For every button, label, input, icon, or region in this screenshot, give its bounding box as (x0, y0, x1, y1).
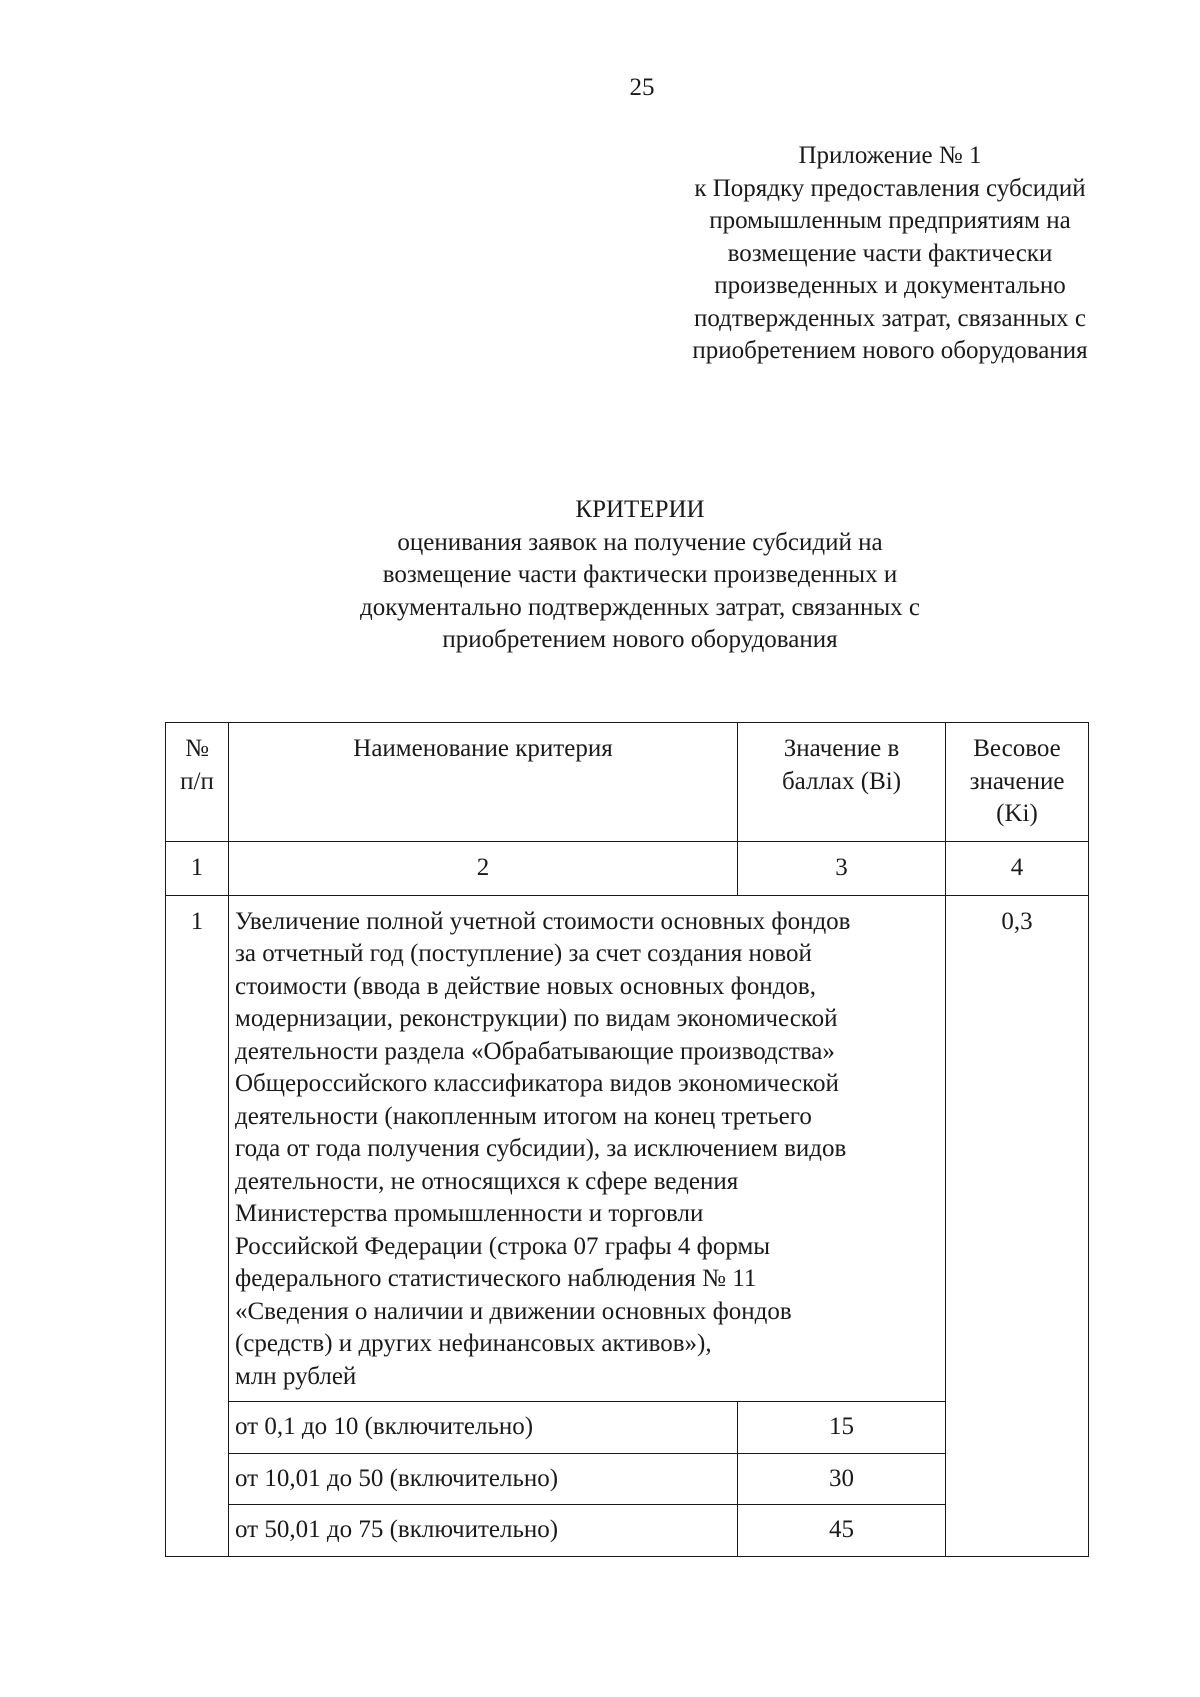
title-line: оценивания заявок на получение субсидий на (397, 528, 883, 556)
appendix-line: Приложение № 1 (798, 142, 982, 169)
title-line: приобретением нового оборудования (442, 626, 838, 653)
column-number: 4 (946, 842, 1089, 896)
header-score-line: Значение в (783, 735, 900, 762)
criterion-text-line: (средств) и других нефинансовых активов»), (235, 1330, 712, 1357)
title-line: документально подтвержденных затрат, связанных с (360, 593, 920, 621)
range-label: от 10,01 до 50 (включительно) (229, 1453, 738, 1505)
appendix-note (630, 140, 1150, 368)
range-label: от 0,1 до 10 (включительно) (229, 1402, 738, 1454)
criterion-text-line: за отчетный год (поступление) за счет создания новой (235, 940, 812, 967)
range-label: от 50,01 до 75 (включительно) (229, 1505, 738, 1557)
appendix-line: подтвержденных затрат, связанных с (694, 304, 1086, 332)
header-num (166, 723, 229, 842)
header-weight-line: значение (969, 767, 1065, 795)
column-number: 2 (229, 842, 738, 896)
header-name (229, 723, 738, 842)
header-weight-line: (Ki) (996, 800, 1038, 827)
criterion-text-line: Увеличение полной учетной стоимости основных фондов (235, 907, 851, 935)
column-number: 3 (738, 842, 946, 896)
header-name-text: Наименование критерия (353, 735, 613, 762)
header-weight (946, 723, 1089, 842)
criterion-text-line: федерального статистического наблюдения № 11 (235, 1265, 757, 1292)
appendix-line: возмещение части фактически (727, 239, 1053, 267)
header-num-line: № (185, 735, 209, 762)
criterion-text-line: Российской Федерации (строка 07 графы 4 формы (235, 1232, 771, 1260)
criterion-text-line: Общероссийского классификатора видов экономической (235, 1070, 839, 1097)
criterion-text-line: млн рублей (235, 1362, 357, 1390)
appendix-line: приобретением нового оборудования (692, 337, 1088, 364)
criterion-text-line: деятельности, не относящихся к сфере ведения (235, 1167, 739, 1195)
title-heading: КРИТЕРИИ (575, 496, 705, 523)
criterion-row (166, 895, 1089, 1402)
table-header-row (166, 723, 1089, 842)
header-num-line: п/п (180, 767, 214, 795)
criterion-text-line: года от года получения субсидии), за исключением видов (235, 1135, 847, 1162)
header-score (738, 723, 946, 842)
criterion-text-line: «Сведения о наличии и движении основных фондов (235, 1297, 792, 1325)
criterion-text-line: деятельности раздела «Обрабатывающие производства» (235, 1037, 835, 1065)
range-score: 45 (738, 1505, 946, 1557)
criterion-weight: 0,3 (946, 895, 1089, 1556)
appendix-line: промышленным предприятиям на (709, 207, 1071, 234)
column-number: 1 (166, 842, 229, 896)
column-number-row (166, 842, 1089, 896)
criterion-text (229, 895, 946, 1402)
header-score-line: баллах (Bi) (781, 767, 902, 795)
criterion-text-line: деятельности (накопленным итогом на конец третьего (235, 1102, 812, 1130)
criteria-table (165, 722, 1089, 1557)
header-weight-line: Весовое (973, 735, 1061, 762)
title-line: возмещение части фактически произведенных и (382, 561, 898, 588)
appendix-line: произведенных и документально (714, 272, 1066, 299)
appendix-line: к Порядку предоставления субсидий (694, 174, 1086, 202)
document-title (260, 494, 1020, 657)
criterion-num: 1 (166, 895, 229, 1556)
criterion-text-line: модернизации, реконструкции) по видам экономической (235, 1005, 838, 1032)
criterion-text-line: Министерства промышленности и торговли (235, 1200, 704, 1227)
range-score: 15 (738, 1402, 946, 1454)
range-score: 30 (738, 1453, 946, 1505)
criterion-text-line: стоимости (ввода в действие новых основных фондов, (235, 972, 816, 1000)
page-number: 25 (629, 74, 655, 101)
